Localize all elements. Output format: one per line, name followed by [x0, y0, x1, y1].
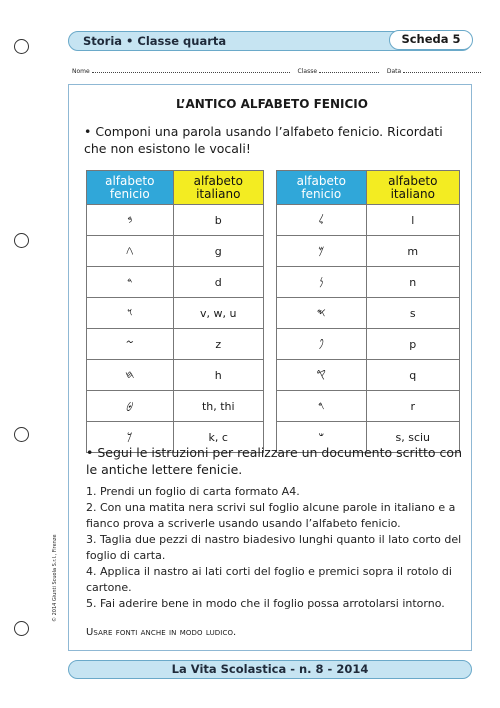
table-row — [277, 205, 460, 236]
italian-letter: z — [173, 329, 263, 360]
phoenician-letter: 𐤁 — [87, 205, 174, 236]
phoenician-letter: 𐤒 — [277, 360, 367, 391]
student-info-line — [72, 67, 472, 75]
alphabet-tables — [86, 170, 460, 444]
italian-letter: q — [366, 360, 459, 391]
phoenician-letter: 𐤋 — [277, 205, 367, 236]
binder-hole-2 — [14, 233, 29, 248]
step-item: 1. Prendi un foglio di carta formato A4. — [86, 485, 300, 498]
header-phoenician: alfabeto fenicio — [87, 171, 174, 205]
step-item: 2. Con una matita nera scrivi sul foglio alcune parole in italiano e a fianco prova a scriverle usando usando l’alfabeto fenicio. — [86, 501, 456, 530]
phoenician-letter: 𐤓 — [277, 391, 367, 422]
italian-letter: h — [173, 360, 263, 391]
table-row — [277, 267, 460, 298]
phoenician-letter: 𐤆 — [87, 329, 174, 360]
alphabet-table-left — [86, 170, 264, 453]
step-item: 3. Taglia due pezzi di nastro biadesivo lunghi quanto il lato corto del foglio di carta. — [86, 533, 462, 562]
worksheet-content — [84, 92, 460, 157]
copyright-text: © 2014 Giunti Scuola S.r.l., Firenze — [52, 534, 58, 622]
table-row — [87, 267, 264, 298]
scheda-badge: Scheda 5 — [389, 30, 473, 50]
nome-label: Nome — [72, 68, 90, 75]
italian-letter: th, thi — [173, 391, 263, 422]
steps-list — [86, 484, 464, 612]
header-italian: alfabeto italiano — [366, 171, 459, 205]
table-row — [277, 391, 460, 422]
classe-field[interactable] — [319, 67, 379, 73]
binder-hole-4 — [14, 621, 29, 636]
header-bar — [68, 31, 472, 51]
page-title: L’ANTICO ALFABETO FENICIO — [176, 97, 368, 111]
phoenician-letter: 𐤈 — [87, 391, 174, 422]
italian-letter: b — [173, 205, 263, 236]
instruction-1: • Componi una parola usando l’alfabeto fenicio. Ricordati che non esistono le vocali! — [84, 124, 443, 156]
italian-letter: r — [366, 391, 459, 422]
table-row — [87, 236, 264, 267]
phoenician-letter: 𐤎 — [277, 298, 367, 329]
phoenician-letter: 𐤌 — [277, 236, 367, 267]
table-row — [87, 329, 264, 360]
footer-bar: La Vita Scolastica - n. 8 - 2014 — [68, 660, 472, 679]
table-row — [87, 205, 264, 236]
table-row — [87, 391, 264, 422]
step-item: 4. Applica il nastro ai lati corti del foglio e premici sopra il rotolo di cartone. — [86, 565, 452, 594]
phoenician-letter: 𐤐 — [277, 329, 367, 360]
italian-letter: k, c — [173, 422, 263, 453]
header-phoenician: alfabeto fenicio — [277, 171, 367, 205]
teacher-note: Usare fonti anche in modo ludico. — [86, 627, 237, 638]
step-item: 5. Fai aderire bene in modo che il foglio possa arrotolarsi intorno. — [86, 597, 445, 610]
phoenician-letter: 𐤍 — [277, 267, 367, 298]
italian-letter: s — [366, 298, 459, 329]
italian-letter: d — [173, 267, 263, 298]
italian-letter: s, sciu — [366, 422, 459, 453]
nome-field[interactable] — [92, 67, 290, 73]
phoenician-letter: 𐤅 — [87, 298, 174, 329]
phoenician-letter: 𐤊 — [87, 422, 174, 453]
binder-hole-3 — [14, 427, 29, 442]
italian-letter: p — [366, 329, 459, 360]
instruction-2: • Segui le istruzioni per realizzare un documento scritto con le antiche lettere fenicie. — [86, 445, 462, 477]
phoenician-letter: 𐤂 — [87, 236, 174, 267]
header-title: Storia • Classe quarta — [83, 34, 227, 48]
italian-letter: g — [173, 236, 263, 267]
phoenician-letter: 𐤔 — [277, 422, 367, 453]
italian-letter: m — [366, 236, 459, 267]
data-label: Data — [386, 68, 402, 75]
table-row — [277, 236, 460, 267]
header-italian: alfabeto italiano — [173, 171, 263, 205]
data-field[interactable] — [403, 67, 481, 73]
italian-letter: v, w, u — [173, 298, 263, 329]
italian-letter: l — [366, 205, 459, 236]
alphabet-table-right — [276, 170, 460, 453]
italian-letter: n — [366, 267, 459, 298]
phoenician-letter: 𐤃 — [87, 267, 174, 298]
classe-label: Classe — [297, 68, 318, 75]
table-row — [277, 329, 460, 360]
phoenician-letter: 𐤇 — [87, 360, 174, 391]
table-row — [87, 360, 264, 391]
table-row — [87, 298, 264, 329]
table-row — [277, 298, 460, 329]
binder-hole-1 — [14, 39, 29, 54]
table-row — [277, 360, 460, 391]
